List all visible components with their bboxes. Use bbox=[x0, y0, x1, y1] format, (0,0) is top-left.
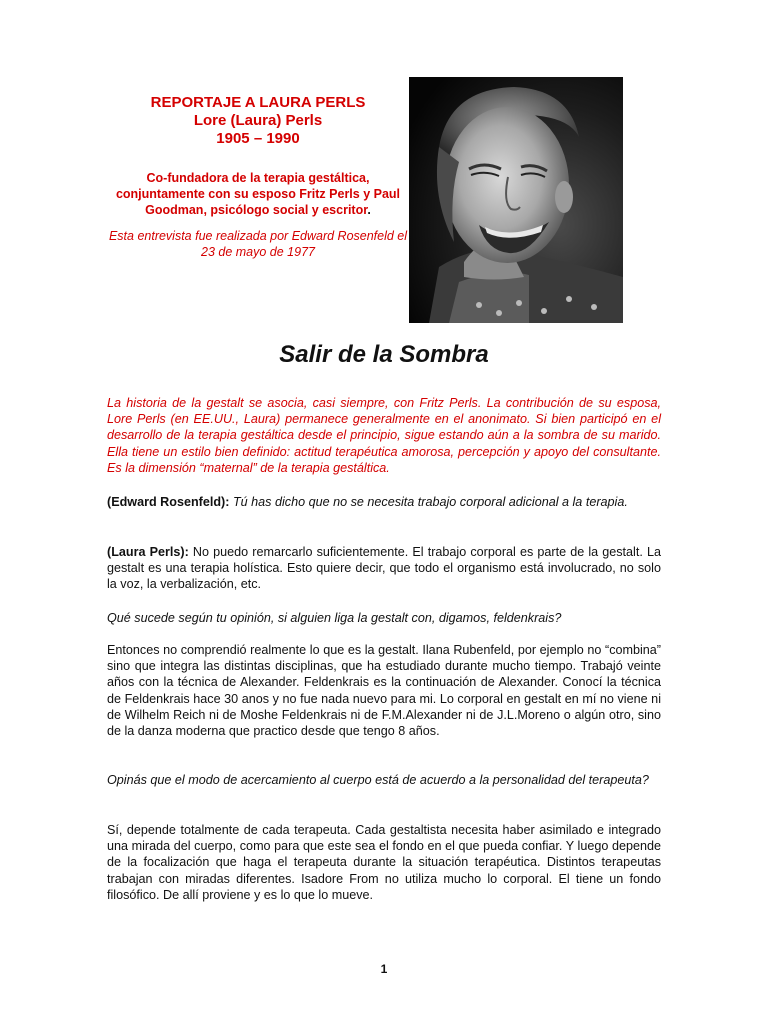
portrait-photo bbox=[409, 77, 623, 323]
cofounder-period: . bbox=[367, 203, 371, 217]
speaker-separator: : bbox=[184, 545, 193, 559]
answer-3: Sí, depende totalmente de cada terapeuta. Cada gestaltista necesita haber asimilado e integrado una mirada del cuerpo, como para que este sea el fondo en el que pueda confiar. Y luego depende de la focalización que haga el terapeuta durante la situación terapéutica. Distintos terapeutas trabajan con miradas diferentes. Isadore From no utiliza mucho lo corporal. El tiene un fondo filosófico. De allí proviene y es lo que lo mueve. bbox=[107, 823, 661, 902]
report-heading: REPORTAJE A LAURA PERLS bbox=[150, 94, 366, 111]
speaker-rosenfeld: (Edward Rosenfeld) bbox=[107, 495, 226, 509]
speaker-perls: (Laura Perls) bbox=[107, 545, 185, 559]
intro-paragraph: La historia de la gestalt se asocia, casi siempre, con Fritz Perls. La contribución de su esposa, Lore Perls (en EE.UU., Laura) permanece generalmente en el anonimato. Si bien participó en el desarrollo de la terapia gestáltica desde el principio, sigue estando aún a la sombra de su marido. Ella tiene un estilo bien definido: actitud terapéutica amorosa, percepción y apoyo del consultante. Es la dimensión “maternal” de la terapia gestáltica. bbox=[107, 396, 661, 475]
cofounder-note bbox=[108, 170, 408, 218]
answer-2: Entonces no comprendió realmente lo que es la gestalt. Ilana Rubenfeld, por ejemplo no “combina” sino que integra las distintas disciplinas, que ha estudiado durante mucho tiempo. Trabajó veinte años con la técnica de Alexander. Feldenkrais es la continuación de Alexander. Conocí la técnica de Feldenkrais hace 30 anos y no fue nada nuevo para mi. Lo corporal en gestalt en mí no viene ni de Wilhelm Reich ni de Moshe Feldenkrais ni de F.M.Alexander ni de J.L.Moreno o algún otro, sino de la danza moderna que practico desde que tengo 8 años. bbox=[107, 643, 661, 739]
answer-1 bbox=[107, 544, 661, 593]
answer-1-text: No puedo remarcarlo suficientemente. El trabajo corporal es parte de la gestalt. La gestalt es una terapia holística. Esto quiere decir, que todo el organismo está involucrado, no solo la voz, la verbalización, etc. bbox=[107, 545, 661, 592]
speaker-separator: : bbox=[225, 495, 233, 509]
header-block bbox=[108, 94, 408, 260]
subject-name: Lore (Laura) Perls bbox=[193, 112, 323, 129]
question-3: Opinás que el modo de acercamiento al cuerpo está de acuerdo a la personalidad del terapeuta? bbox=[107, 773, 649, 787]
question-1-text: Tú has dicho que no se necesita trabajo corporal adicional a la terapia. bbox=[232, 495, 628, 509]
cofounder-text: Co-fundadora de la terapia gestáltica, conjuntamente con su esposo Fritz Perls y Paul Goodman, psicólogo social y escritor bbox=[115, 171, 401, 217]
life-dates: 1905 – 1990 bbox=[216, 130, 300, 147]
question-1 bbox=[107, 494, 661, 510]
question-2: Qué sucede según tu opinión, si alguien liga la gestalt con, digamos, feldenkrais? bbox=[107, 611, 562, 625]
page-number: 1 bbox=[380, 962, 388, 976]
interview-note: Esta entrevista fue realizada por Edward Rosenfeld el 23 de mayo de 1977 bbox=[108, 229, 408, 259]
page-title: Salir de la Sombra bbox=[279, 341, 489, 368]
